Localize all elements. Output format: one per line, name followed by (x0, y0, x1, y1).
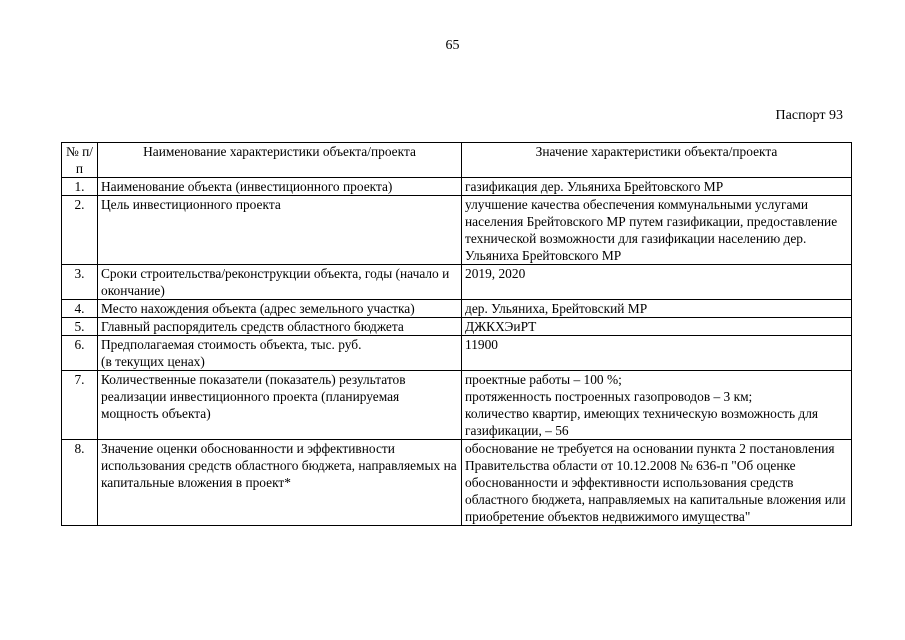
row-num: 8. (62, 440, 98, 526)
row-value: дер. Ульяниха, Брейтовский МР (462, 300, 852, 318)
table-row (62, 196, 852, 265)
row-name-line: (в текущих ценах) (101, 354, 205, 369)
table-row (62, 265, 852, 300)
header-num: № п/п (62, 143, 98, 178)
row-value: 2019, 2020 (462, 265, 852, 300)
row-value-line: количество квартир, имеющих техническую возможность для газификации, – 56 (465, 406, 819, 438)
table-row (62, 300, 852, 318)
row-name (98, 336, 462, 371)
row-value (462, 371, 852, 440)
passport-label: Паспорт 93 (775, 108, 843, 123)
row-num: 1. (62, 178, 98, 196)
table-row (62, 336, 852, 371)
header-characteristic-value: Значение характеристики объекта/проекта (462, 143, 852, 178)
row-name-line: Предполагаемая стоимость объекта, тыс. руб. (101, 337, 362, 352)
row-value: 11900 (462, 336, 852, 371)
passport-table (61, 142, 852, 526)
row-value: обоснование не требуется на основании пункта 2 постановления Правительства области от 10.12.2008 № 636-п "Об оценке обоснованности и эффективности использования средств областного бюджета, направляемых на капитальные вложения или приобретение объектов недвижимого имущества" (462, 440, 852, 526)
row-name: Цель инвестиционного проекта (98, 196, 462, 265)
row-name: Сроки строительства/реконструкции объекта, годы (начало и окончание) (98, 265, 462, 300)
row-value: газификация дер. Ульяниха Брейтовского МР (462, 178, 852, 196)
row-value-line: протяженность построенных газопроводов – 3 км; (465, 389, 753, 404)
page-number: 65 (445, 38, 460, 53)
row-name: Значение оценки обоснованности и эффективности использования средств областного бюджета, направляемых на капитальные вложения в проект* (98, 440, 462, 526)
row-value-line: проектные работы – 100 %; (465, 372, 622, 387)
row-num: 5. (62, 318, 98, 336)
row-num: 2. (62, 196, 98, 265)
table-row (62, 440, 852, 526)
row-num: 3. (62, 265, 98, 300)
row-name: Место нахождения объекта (адрес земельного участка) (98, 300, 462, 318)
row-name: Главный распорядитель средств областного бюджета (98, 318, 462, 336)
row-name: Наименование объекта (инвестиционного проекта) (98, 178, 462, 196)
row-value: улучшение качества обеспечения коммунальными услугами населения Брейтовского МР путем газификации, предоставление технической возможности для газификации населению дер. Ульяниха Брейтовского МР (462, 196, 852, 265)
row-num: 6. (62, 336, 98, 371)
row-name: Количественные показатели (показатель) результатов реализации инвестиционного проекта (планируемая мощность объекта) (98, 371, 462, 440)
table-row (62, 371, 852, 440)
table-row (62, 178, 852, 196)
row-num: 4. (62, 300, 98, 318)
header-characteristic-name: Наименование характеристики объекта/проекта (98, 143, 462, 178)
table-row (62, 318, 852, 336)
row-value: ДЖКХЭиРТ (462, 318, 852, 336)
row-num: 7. (62, 371, 98, 440)
table-header-row (62, 143, 852, 178)
